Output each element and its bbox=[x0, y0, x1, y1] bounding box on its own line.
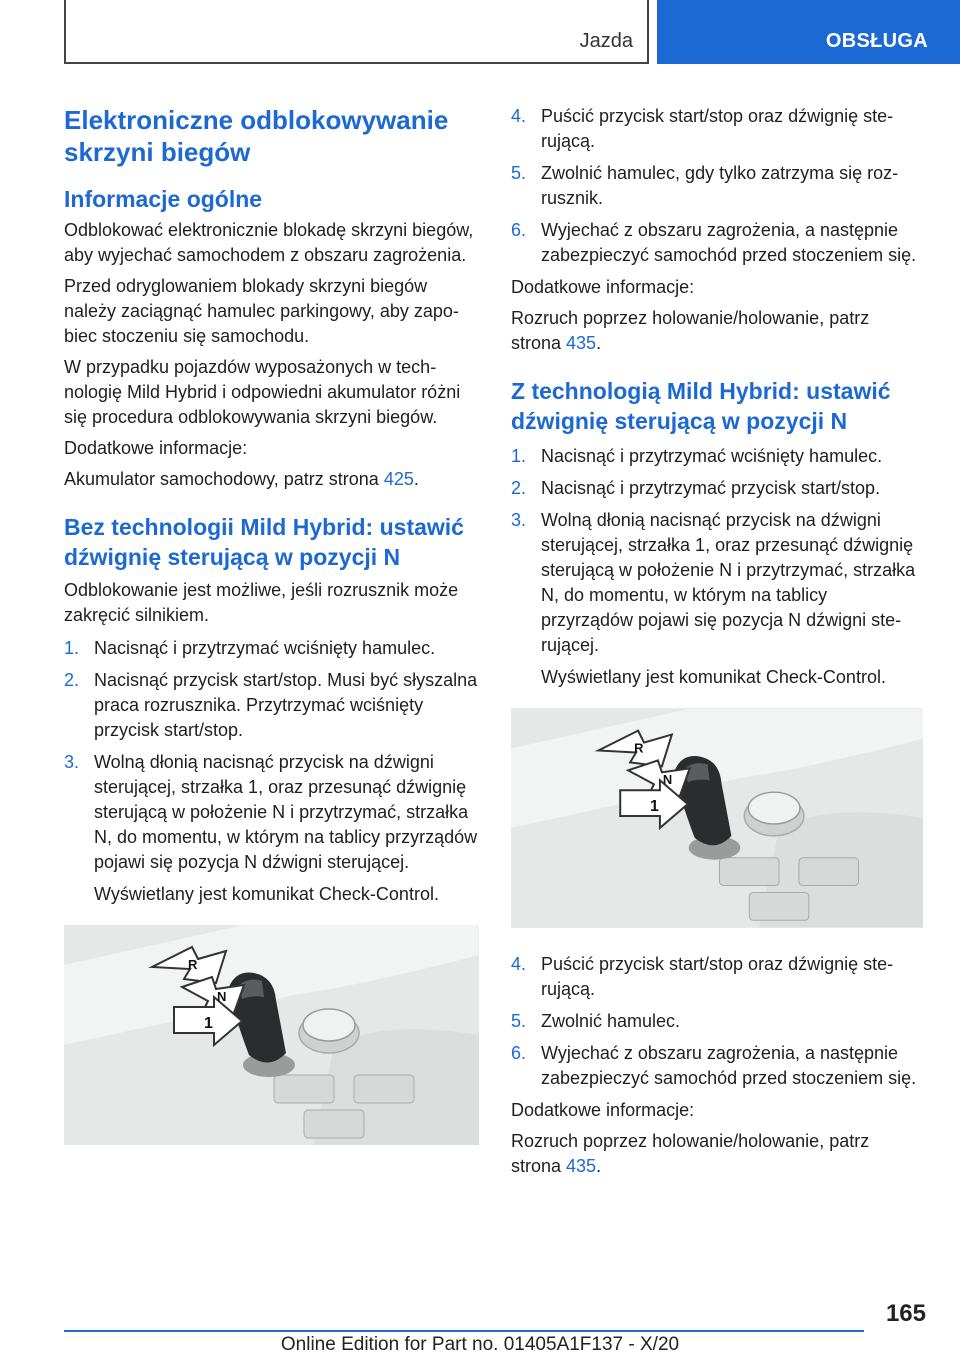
gear-lever-illustration bbox=[64, 925, 479, 1145]
heading-with-mild-hybrid: Z technologią Mild Hybrid: ustawić dźwignię sterującą w pozycji N bbox=[511, 378, 891, 434]
left-column bbox=[64, 100, 479, 1169]
header-section-box bbox=[64, 0, 649, 64]
arrow-label-r: R bbox=[188, 957, 198, 972]
list-item bbox=[511, 1041, 923, 1091]
gear-lever-illustration bbox=[511, 708, 923, 928]
steps-list bbox=[511, 104, 923, 268]
step-number: 6. bbox=[511, 220, 527, 240]
header-section-title: Jazda bbox=[579, 30, 633, 52]
header-chapter-tab: OBSŁUGA bbox=[657, 0, 960, 64]
step-text: Nacisnąć i przytrzymać wciśnięty hamulec. bbox=[541, 446, 883, 466]
step-text: Wyjechać z obszaru zagrożenia, a następnie zabezpieczyć samochód przed stoczeniem się. bbox=[541, 1043, 917, 1088]
step-number: 3. bbox=[511, 510, 527, 530]
info-reference bbox=[511, 1129, 923, 1179]
info-label: Dodatkowe informacje: bbox=[511, 277, 695, 297]
step-text: Zwolnić hamulec. bbox=[541, 1011, 681, 1031]
list-item bbox=[511, 444, 923, 469]
step-text: Wolną dłonią nacisnąć przycisk na dźwigni sterującej, strzałka 1, oraz przesunąć dźwignię sterującą w położenie N i przytrzymać, strzałka N, do momentu, w którym na tablicy przyrządów pojawi się pozycja N dźwigni sterującej. bbox=[94, 752, 478, 872]
arrow-label-1: 1 bbox=[204, 1015, 213, 1032]
list-item bbox=[64, 636, 479, 661]
info-label: Dodatkowe informacje: bbox=[511, 1100, 695, 1120]
step-number: 2. bbox=[64, 670, 80, 690]
arrow-label-n: N bbox=[217, 989, 227, 1004]
arrow-label-r: R bbox=[634, 740, 644, 756]
page-link-435[interactable]: 435 bbox=[566, 1156, 597, 1176]
step-text: Wyjechać z obszaru zagrożenia, a następnie zabezpieczyć samochód przed stoczeniem się. bbox=[541, 220, 917, 265]
steps-list bbox=[511, 952, 923, 1091]
step-number: 1. bbox=[511, 446, 527, 466]
step-text: Nacisnąć i przytrzymać wciśnięty hamulec. bbox=[94, 638, 436, 658]
info-text: Rozruch poprzez holowanie/holowanie, patrz strona bbox=[511, 308, 870, 353]
edition-footer: Online Edition for Part no. 01405A1F137 - X/20 bbox=[280, 1334, 680, 1355]
info-text: Akumulator samochodowy, patrz strona bbox=[64, 469, 384, 489]
check-control-note: Wyświetlany jest komunikat Check-Control. bbox=[541, 667, 886, 687]
page-header bbox=[0, 0, 960, 66]
step-text: Nacisnąć przycisk start/stop. Musi być słyszalna praca rozrusznika. Przytrzymać wciśnięty przycisk start/stop. bbox=[94, 670, 478, 740]
heading-general-info: Informacje ogólne bbox=[64, 186, 263, 212]
list-item bbox=[511, 952, 923, 1002]
step-number: 4. bbox=[511, 106, 527, 126]
page-number: 165 bbox=[885, 1300, 926, 1327]
list-item bbox=[64, 750, 479, 875]
step-text: Wolną dłonią nacisnąć przycisk na dźwigni sterującej, strzałka 1, oraz przesunąć dźwignię sterującą w położenie N i przytrzymać, strzałka N, do momentu, w którym na tablicy przyrządów pojawi się pozycja N dźwigni sterującej. bbox=[541, 510, 916, 655]
page-link-435[interactable]: 435 bbox=[566, 333, 597, 353]
step-text: Zwolnić hamulec, gdy tylko zatrzyma się rozrusznik. bbox=[541, 163, 899, 208]
check-control-note: Wyświetlany jest komunikat Check-Control. bbox=[94, 884, 439, 904]
list-item bbox=[64, 668, 479, 743]
step-number: 3. bbox=[64, 752, 80, 772]
info-end: . bbox=[596, 333, 602, 353]
steps-list bbox=[64, 636, 479, 875]
info-end: . bbox=[596, 1156, 602, 1176]
step-number: 5. bbox=[511, 163, 527, 183]
list-item bbox=[511, 476, 923, 501]
list-item bbox=[511, 161, 923, 211]
step-text: Puścić przycisk start/stop oraz dźwignię sterującą. bbox=[541, 106, 894, 151]
arrow-label-n: N bbox=[662, 772, 673, 788]
step-text: Puścić przycisk start/stop oraz dźwignię sterującą. bbox=[541, 954, 894, 999]
step-number: 4. bbox=[511, 954, 527, 974]
steps-list bbox=[511, 444, 923, 658]
paragraph: Odblokować elektronicznie blokadę skrzyni biegów, aby wyjechać samochodem z obszaru zagrożenia. bbox=[64, 220, 474, 265]
info-reference bbox=[64, 467, 479, 492]
gear-lever-drawing bbox=[511, 708, 923, 928]
list-item bbox=[511, 104, 923, 154]
heading-without-mild-hybrid: Bez technologii Mild Hybrid: ustawić dźwignię sterującą w pozycji N bbox=[64, 514, 464, 570]
list-item bbox=[511, 508, 923, 658]
paragraph: W przypadku pojazdów wyposażonych w technologię Mild Hybrid i odpowiedni akumulator różni się procedura odblokowywania skrzyni biegów. bbox=[64, 357, 461, 427]
step-number: 1. bbox=[64, 638, 80, 658]
step-text: Nacisnąć i przytrzymać przycisk start/stop. bbox=[541, 478, 881, 498]
page-link-425[interactable]: 425 bbox=[383, 469, 414, 489]
info-end: . bbox=[413, 469, 419, 489]
page-title: Elektroniczne odblokowywanie skrzyni biegów bbox=[64, 105, 449, 167]
list-item bbox=[511, 1009, 923, 1034]
footer-divider bbox=[64, 1330, 864, 1332]
list-item bbox=[511, 218, 923, 268]
info-reference bbox=[511, 306, 923, 356]
info-text: Rozruch poprzez holowanie/holowanie, patrz strona bbox=[511, 1131, 870, 1176]
paragraph: Przed odryglowaniem blokady skrzyni biegów należy zaciągnąć hamulec parkingowy, aby zapobiec stoczeniu się samochodu. bbox=[64, 276, 459, 346]
step-number: 6. bbox=[511, 1043, 527, 1063]
gear-lever-drawing bbox=[64, 925, 479, 1145]
info-label: Dodatkowe informacje: bbox=[64, 438, 248, 458]
arrow-label-1: 1 bbox=[649, 798, 659, 816]
right-column bbox=[511, 100, 923, 1185]
step-number: 5. bbox=[511, 1011, 527, 1031]
step-number: 2. bbox=[511, 478, 527, 498]
paragraph: Odblokowanie jest możliwe, jeśli rozrusznik może zakręcić silnikiem. bbox=[64, 580, 459, 625]
